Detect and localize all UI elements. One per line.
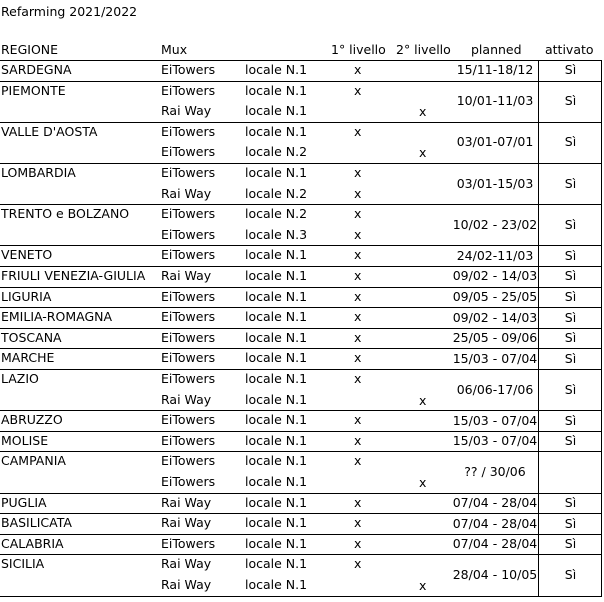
mux-operator: EiTowers [161, 83, 216, 98]
region-name: LAZIO [1, 371, 39, 386]
mux-locale: locale N.1 [245, 556, 308, 571]
header-attivato: attivato [545, 42, 594, 57]
planned-dates: 28/04 - 10/05 [452, 567, 538, 582]
mux-operator: EiTowers [161, 124, 216, 139]
header-planned: planned [471, 42, 522, 57]
activated-status: Sì [564, 62, 577, 77]
mux-operator: Rai Way [161, 186, 212, 201]
region-name: CALABRIA [1, 536, 64, 551]
planned-dates: 03/01-15/03 [456, 176, 534, 191]
activated-status: Sì [564, 176, 577, 191]
livello1-mark: x [354, 433, 362, 448]
activated-status: Sì [564, 134, 577, 149]
mux-operator: EiTowers [161, 289, 216, 304]
planned-dates: 10/02 - 23/02 [452, 217, 538, 232]
region-name: CAMPANIA [1, 453, 66, 468]
mux-locale: locale N.3 [245, 227, 308, 242]
planned-dates: 15/03 - 07/04 [452, 433, 538, 448]
activated-status: Sì [564, 268, 577, 283]
mux-operator: EiTowers [161, 412, 216, 427]
mux-operator: EiTowers [161, 453, 216, 468]
planned-dates: 09/05 - 25/05 [452, 289, 538, 304]
mux-operator: Rai Way [161, 577, 212, 592]
mux-locale: locale N.1 [245, 247, 308, 262]
attivato-column-border [601, 60, 602, 597]
planned-dates: 07/04 - 28/04 [452, 536, 538, 551]
region-name: VALLE D'AOSTA [1, 124, 98, 139]
row-divider [0, 596, 601, 597]
header-mux: Mux [161, 42, 188, 57]
activated-status: Sì [564, 93, 577, 108]
mux-operator: EiTowers [161, 433, 216, 448]
livello2-mark: x [419, 393, 427, 408]
planned-dates: 15/11-18/12 [456, 62, 534, 77]
activated-status: Sì [564, 567, 577, 582]
planned-dates: 15/03 - 07/04 [452, 351, 538, 366]
mux-operator: EiTowers [161, 227, 216, 242]
mux-operator: EiTowers [161, 247, 216, 262]
mux-operator: Rai Way [161, 103, 212, 118]
mux-locale: locale N.1 [245, 453, 308, 468]
header-livello1: 1° livello [331, 42, 386, 57]
mux-locale: locale N.1 [245, 350, 308, 365]
mux-operator: Rai Way [161, 515, 212, 530]
livello1-mark: x [354, 536, 362, 551]
planned-dates: 24/02-11/03 [456, 248, 534, 263]
mux-locale: locale N.1 [245, 330, 308, 345]
region-name: PUGLIA [1, 495, 47, 510]
mux-operator: Rai Way [161, 556, 212, 571]
mux-operator: Rai Way [161, 392, 212, 407]
planned-dates: 09/02 - 14/03 [452, 268, 538, 283]
region-name: ABRUZZO [1, 412, 63, 427]
mux-locale: locale N.1 [245, 103, 308, 118]
region-name: TOSCANA [1, 330, 62, 345]
activated-status [540, 462, 601, 482]
mux-locale: locale N.1 [245, 412, 308, 427]
mux-locale: locale N.1 [245, 392, 308, 407]
activated-status: Sì [564, 351, 577, 366]
livello1-mark: x [354, 62, 362, 77]
livello1-mark: x [354, 556, 362, 571]
region-name: SARDEGNA [1, 62, 72, 77]
livello1-mark: x [354, 124, 362, 139]
mux-locale: locale N.1 [245, 371, 308, 386]
activated-status: Sì [564, 495, 577, 510]
region-name: EMILIA-ROMAGNA [1, 309, 113, 324]
mux-operator: EiTowers [161, 474, 216, 489]
livello1-mark: x [354, 83, 362, 98]
livello2-mark: x [419, 578, 427, 593]
planned-dates: 07/04 - 28/04 [452, 495, 538, 510]
mux-locale: locale N.1 [245, 268, 308, 283]
mux-operator: EiTowers [161, 309, 216, 324]
mux-locale: locale N.1 [245, 433, 308, 448]
mux-operator: Rai Way [161, 268, 212, 283]
planned-dates: 03/01-07/01 [456, 134, 534, 149]
activated-status: Sì [564, 516, 577, 531]
livello1-mark: x [354, 227, 362, 242]
livello1-mark: x [354, 350, 362, 365]
region-name: PIEMONTE [1, 83, 66, 98]
mux-locale: locale N.1 [245, 474, 308, 489]
activated-status: Sì [564, 289, 577, 304]
planned-dates: 10/01-11/03 [456, 93, 534, 108]
activated-status: Sì [564, 413, 577, 428]
mux-locale: locale N.1 [245, 515, 308, 530]
mux-operator: EiTowers [161, 144, 216, 159]
activated-status: Sì [564, 433, 577, 448]
mux-operator: Rai Way [161, 495, 212, 510]
mux-operator: EiTowers [161, 536, 216, 551]
header-regione: REGIONE [1, 42, 59, 57]
livello1-mark: x [354, 371, 362, 386]
livello1-mark: x [354, 495, 362, 510]
mux-operator: EiTowers [161, 206, 216, 221]
livello1-mark: x [354, 206, 362, 221]
livello1-mark: x [354, 412, 362, 427]
activated-status: Sì [564, 310, 577, 325]
region-name: VENETO [1, 247, 53, 262]
livello1-mark: x [354, 330, 362, 345]
mux-locale: locale N.1 [245, 536, 308, 551]
mux-operator: EiTowers [161, 371, 216, 386]
mux-locale: locale N.1 [245, 165, 308, 180]
planned-dates: 25/05 - 09/06 [452, 330, 538, 345]
mux-locale: locale N.2 [245, 206, 308, 221]
region-name: TRENTO e BOLZANO [1, 206, 130, 221]
mux-operator: EiTowers [161, 62, 216, 77]
region-name: LIGURIA [1, 289, 52, 304]
planned-dates: ?? / 30/06 [464, 464, 526, 479]
mux-operator: EiTowers [161, 350, 216, 365]
livello1-mark: x [354, 515, 362, 530]
activated-status: Sì [564, 382, 577, 397]
livello1-mark: x [354, 247, 362, 262]
livello1-mark: x [354, 165, 362, 180]
activated-status: Sì [564, 248, 577, 263]
mux-locale: locale N.1 [245, 577, 308, 592]
sheet-title: Refarming 2021/2022 [1, 4, 138, 19]
region-name: FRIULI VENEZIA-GIULIA [1, 268, 146, 283]
livello1-mark: x [354, 289, 362, 304]
mux-operator: EiTowers [161, 165, 216, 180]
activated-status: Sì [564, 330, 577, 345]
planned-dates: 06/06-17/06 [456, 382, 534, 397]
livello2-mark: x [419, 104, 427, 119]
mux-locale: locale N.1 [245, 289, 308, 304]
region-name: SICILIA [1, 556, 45, 571]
mux-locale: locale N.1 [245, 124, 308, 139]
planned-dates: 07/04 - 28/04 [452, 516, 538, 531]
mux-locale: locale N.1 [245, 495, 308, 510]
activated-status: Sì [564, 217, 577, 232]
livello1-mark: x [354, 186, 362, 201]
livello2-mark: x [419, 145, 427, 160]
header-livello2: 2° livello [396, 42, 451, 57]
planned-column-border [538, 60, 539, 597]
activated-status: Sì [564, 536, 577, 551]
planned-dates: 15/03 - 07/04 [452, 413, 538, 428]
livello1-mark: x [354, 268, 362, 283]
livello1-mark: x [354, 309, 362, 324]
region-name: BASILICATA [1, 515, 72, 530]
mux-locale: locale N.1 [245, 62, 308, 77]
livello1-mark: x [354, 453, 362, 468]
region-name: MARCHE [1, 350, 55, 365]
region-name: LOMBARDIA [1, 165, 76, 180]
mux-operator: EiTowers [161, 330, 216, 345]
mux-locale: locale N.1 [245, 309, 308, 324]
region-name: MOLISE [1, 433, 49, 448]
mux-locale: locale N.1 [245, 83, 308, 98]
mux-locale: locale N.2 [245, 144, 308, 159]
mux-locale: locale N.2 [245, 186, 308, 201]
planned-dates: 09/02 - 14/03 [452, 310, 538, 325]
livello2-mark: x [419, 475, 427, 490]
